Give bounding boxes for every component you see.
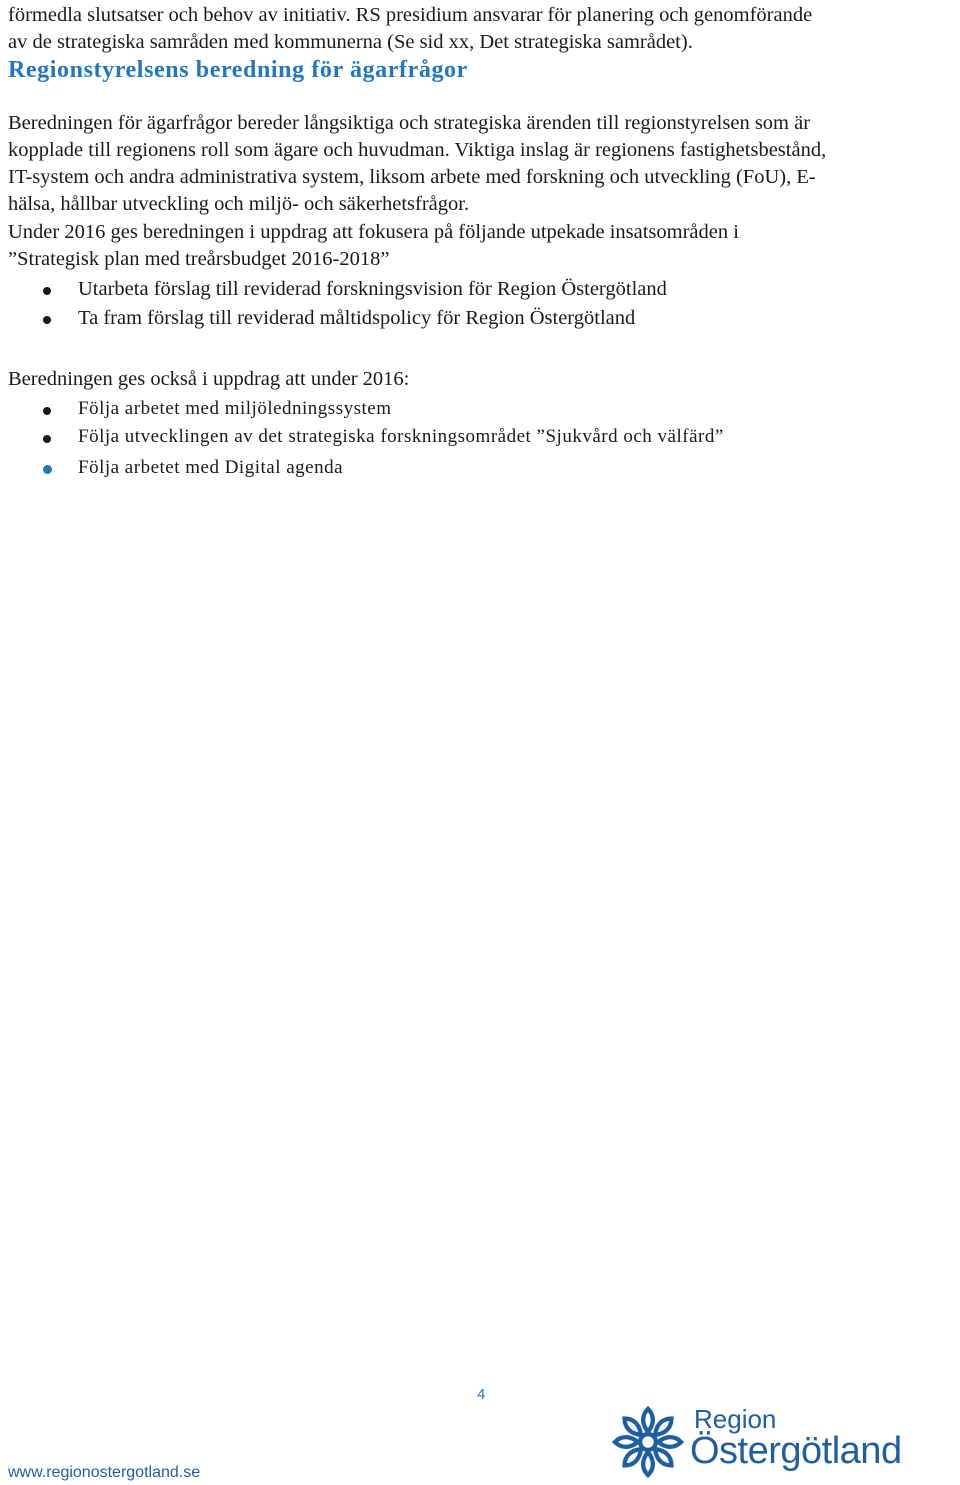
bullet-icon bbox=[43, 435, 51, 443]
body-line-2: kopplade till regionens roll som ägare och huvudman. Viktiga inslag är regionens fastighetsbestånd, bbox=[8, 139, 827, 161]
also-intro: Beredningen ges också i uppdrag att under 2016: bbox=[8, 368, 410, 390]
intro-line-2: av de strategiska samråden med kommunerna (Se sid xx, Det strategiska samrådet). bbox=[8, 31, 693, 53]
bullet-text: Följa arbetet med Digital agenda bbox=[78, 457, 344, 478]
also-bullet-list bbox=[0, 395, 724, 482]
bullet-text: Följa arbetet med miljöledningssystem bbox=[78, 398, 392, 419]
list-item bbox=[0, 454, 724, 482]
focus-bullet-list bbox=[0, 275, 667, 333]
footer-url[interactable]: www.regionostergotland.se bbox=[8, 1464, 201, 1481]
body-line-6: ”Strategisk plan med treårsbudget 2016-2018” bbox=[8, 248, 390, 270]
list-item bbox=[0, 423, 724, 451]
list-item bbox=[0, 275, 667, 304]
bullet-icon bbox=[43, 465, 52, 474]
bullet-icon bbox=[43, 287, 51, 295]
region-logo bbox=[612, 1402, 912, 1480]
bullet-text: Ta fram förslag till reviderad måltidspolicy för Region Östergötland bbox=[78, 307, 636, 329]
flower-logo-icon bbox=[612, 1406, 684, 1478]
body-line-3: IT-system och andra administrativa system, liksom arbete med forskning och utveckling (FoU), E- bbox=[8, 166, 816, 188]
section-heading: Regionstyrelsens beredning för ägarfrågor bbox=[8, 57, 468, 83]
list-item bbox=[0, 304, 667, 333]
logo-text-region: Region bbox=[694, 1404, 777, 1434]
bullet-icon bbox=[43, 407, 51, 415]
bullet-text: Utarbeta förslag till reviderad forskningsvision för Region Östergötland bbox=[78, 278, 667, 300]
page-number: 4 bbox=[477, 1386, 486, 1403]
intro-line-1: förmedla slutsatser och behov av initiativ. RS presidium ansvarar för planering och genomförande bbox=[8, 4, 813, 26]
body-line-1: Beredningen för ägarfrågor bereder långsiktiga och strategiska ärenden till regionstyrelsen som är bbox=[8, 112, 811, 134]
body-line-4: hälsa, hållbar utveckling och miljö- och säkerhetsfrågor. bbox=[8, 193, 470, 215]
bullet-icon bbox=[43, 316, 51, 324]
body-line-5: Under 2016 ges beredningen i uppdrag att fokusera på följande utpekade insatsområden i bbox=[8, 221, 739, 243]
bullet-text: Följa utvecklingen av det strategiska forskningsområdet ”Sjukvård och välfärd” bbox=[78, 426, 724, 447]
list-item bbox=[0, 395, 724, 423]
logo-text-ostergotland: Östergötland bbox=[690, 1430, 902, 1472]
